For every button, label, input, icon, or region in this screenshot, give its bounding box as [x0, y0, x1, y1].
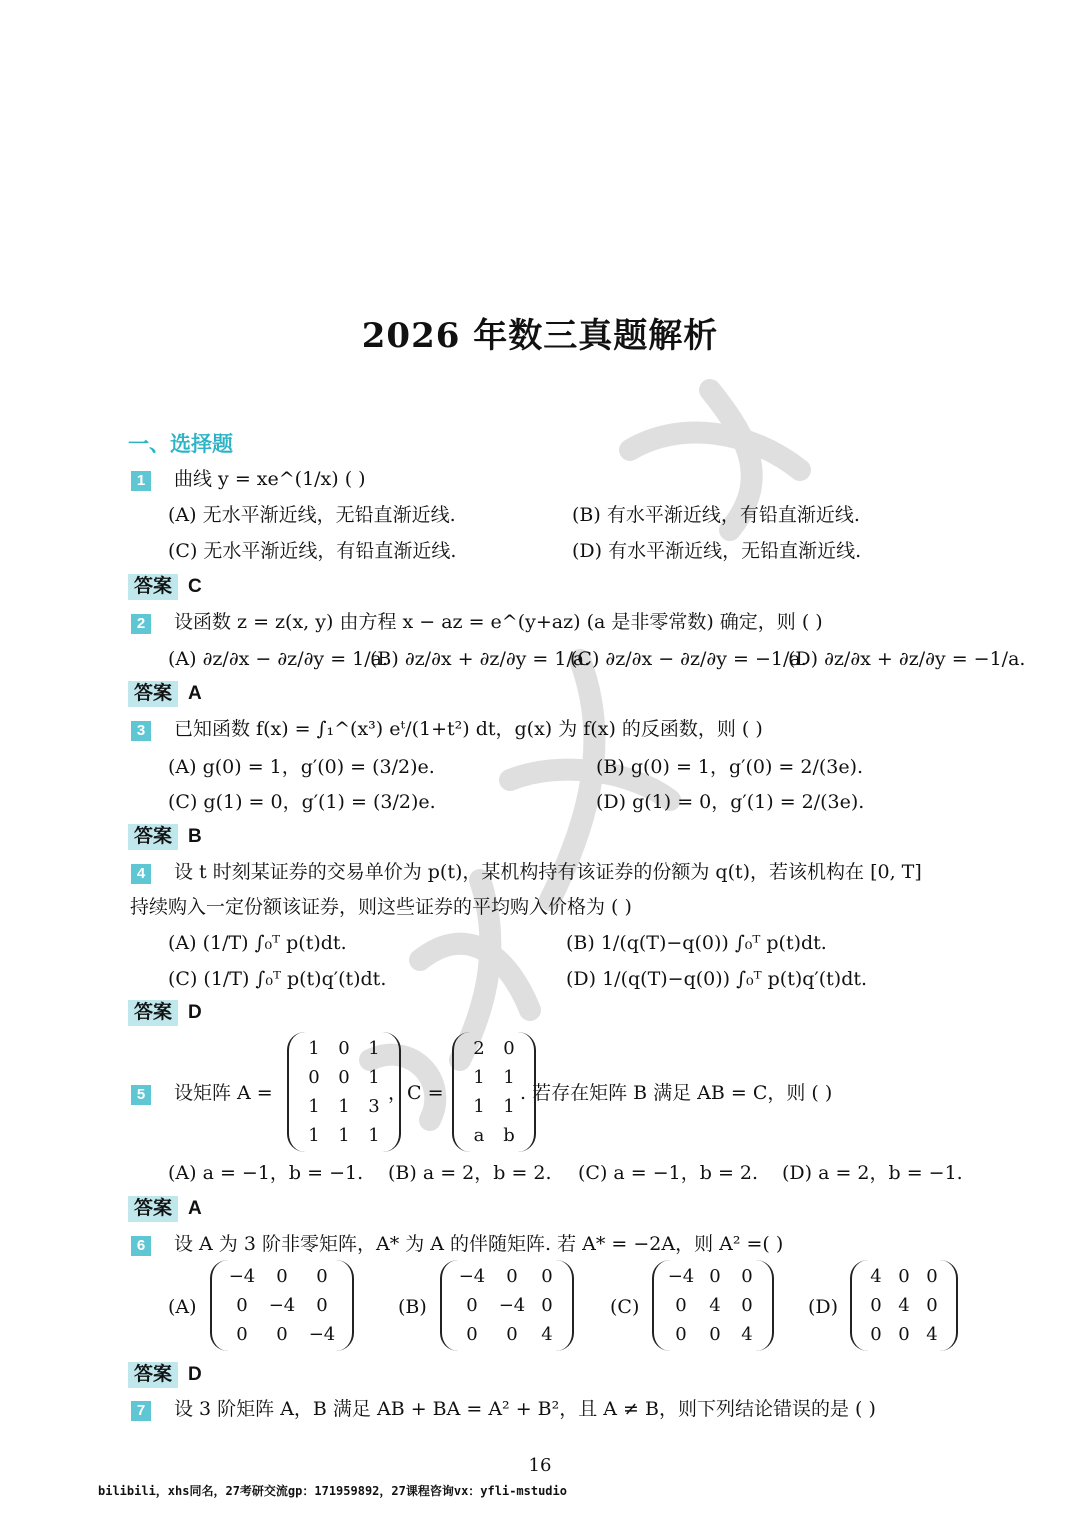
q6-matrix-cell: 0: [741, 1266, 753, 1287]
q6-matrix-cell: −4: [667, 1266, 695, 1287]
q6-matrix-cell: 0: [236, 1324, 248, 1345]
answer-label: 答案: [128, 1000, 178, 1026]
q6-matrix-cell: 4: [541, 1324, 553, 1345]
matrix-a-cell: 0: [338, 1067, 350, 1088]
question-number-1: 1: [131, 471, 151, 491]
q3-answer: B: [188, 826, 202, 847]
matrix-a: [287, 1032, 401, 1152]
q5-option-c: (C) a = −1，b = 2.: [578, 1162, 759, 1184]
q6-matrix-cell: 4: [709, 1295, 721, 1316]
q6-matrix-cell: 0: [898, 1266, 910, 1287]
q4-option-d: (D) 1/(q(T)−q(0)) ∫₀ᵀ p(t)q′(t)dt.: [566, 968, 868, 990]
q5-mid: ，C =: [388, 1082, 444, 1104]
q6-option-d-matrix: [850, 1260, 958, 1351]
q6-matrix-cell: 0: [675, 1324, 687, 1345]
q6-matrix-cell: 0: [276, 1266, 288, 1287]
matrix-a-cell: 3: [368, 1096, 380, 1117]
answer-label: 答案: [128, 574, 178, 600]
q1-option-d: (D) 有水平渐近线，无铅直渐近线.: [572, 540, 862, 562]
q6-option-a-matrix: [210, 1260, 354, 1351]
q6-matrix-cell: 0: [466, 1324, 478, 1345]
q6-matrix-cell: 0: [506, 1266, 518, 1287]
q6-matrix-cell: −4: [498, 1295, 526, 1316]
q6-matrix-cell: 0: [870, 1295, 882, 1316]
q6-matrix-cell: 0: [316, 1295, 328, 1316]
q5-post: . 若存在矩阵 B 满足 AB = C，则 ( ): [520, 1082, 833, 1104]
matrix-a-cell: 1: [368, 1067, 380, 1088]
q4-option-b: (B) 1/(q(T)−q(0)) ∫₀ᵀ p(t)dt.: [566, 932, 827, 954]
q1-stem: 曲线 y = xe^(1/x) ( ): [174, 468, 366, 490]
q6-option-c-matrix: [652, 1260, 774, 1351]
matrix-a-cell: 1: [338, 1096, 350, 1117]
q5-option-d: (D) a = 2，b = −1.: [782, 1162, 963, 1184]
q6-option-b-matrix: [440, 1260, 574, 1351]
q6-matrix-cell: −4: [228, 1266, 256, 1287]
matrix-a-cell: 1: [308, 1125, 320, 1146]
q6-matrix-cell: 0: [741, 1295, 753, 1316]
q6-matrix-cell: 0: [466, 1295, 478, 1316]
q6-matrix-cell: 0: [709, 1266, 721, 1287]
question-number-4: 4: [131, 864, 151, 884]
q6-matrix-cell: −4: [308, 1324, 336, 1345]
page-number: 16: [528, 1455, 552, 1476]
q3-stem: 已知函数 f(x) = ∫₁^(x³) eᵗ/(1+t²) dt，g(x) 为 f(x) 的反函数，则 ( ): [174, 718, 763, 740]
matrix-c-cell: 0: [503, 1038, 515, 1059]
q4-option-c: (C) (1/T) ∫₀ᵀ p(t)q′(t)dt.: [168, 968, 387, 990]
q6-answer: D: [188, 1364, 202, 1385]
matrix-c-cell: 1: [503, 1096, 515, 1117]
q6-matrix-cell: 0: [926, 1266, 938, 1287]
q5-option-a: (A) a = −1，b = −1.: [168, 1162, 364, 1184]
matrix-c-cell: 1: [503, 1067, 515, 1088]
q3-option-d: (D) g(1) = 0，g′(1) = 2/(3e).: [596, 791, 865, 813]
q6-matrix-cell: 0: [675, 1295, 687, 1316]
matrix-a-cell: 0: [308, 1067, 320, 1088]
q4-answer: D: [188, 1002, 202, 1023]
q2-option-b: (B) ∂z/∂x + ∂z/∂y = 1/a.: [370, 648, 591, 670]
matrix-a-cell: 0: [338, 1038, 350, 1059]
q6-matrix-cell: 0: [236, 1295, 248, 1316]
q2-option-d: (D) ∂z/∂x + ∂z/∂y = −1/a.: [788, 648, 1026, 670]
matrix-c-cell: 1: [473, 1096, 485, 1117]
q5-pre: 设矩阵 A =: [174, 1082, 273, 1104]
q6-matrix-cell: 4: [741, 1324, 753, 1345]
q2-stem: 设函数 z = z(x, y) 由方程 x − az = e^(y+az) (a 是非零常数) 确定，则 ( ): [174, 611, 823, 633]
q6-matrix-cell: 0: [898, 1324, 910, 1345]
section-heading: 一、选择题: [128, 431, 233, 456]
q2-option-a: (A) ∂z/∂x − ∂z/∂y = 1/a.: [168, 648, 389, 670]
q6-matrix-cell: −4: [268, 1295, 296, 1316]
q5-answer: A: [188, 1198, 202, 1219]
footer-note: bilibili，xhs同名，27考研交流gp：171959892，27课程咨询vx：yfli-mstudio: [98, 1484, 567, 1498]
q4-option-a: (A) (1/T) ∫₀ᵀ p(t)dt.: [168, 932, 347, 954]
q6-option-b-label: (B): [398, 1296, 427, 1318]
q6-matrix-cell: 0: [709, 1324, 721, 1345]
q6-matrix-cell: 0: [276, 1324, 288, 1345]
matrix-a-cell: 1: [308, 1096, 320, 1117]
matrix-c-cell: b: [503, 1125, 515, 1146]
answer-label: 答案: [128, 824, 178, 850]
question-number-3: 3: [131, 721, 151, 741]
q1-answer: C: [188, 576, 202, 597]
q6-matrix-cell: 4: [870, 1266, 882, 1287]
q6-option-c-label: (C): [610, 1296, 640, 1318]
watermark-calligraphy: [330, 360, 850, 1140]
question-number-2: 2: [131, 614, 151, 634]
q5-option-b: (B) a = 2，b = 2.: [388, 1162, 552, 1184]
answer-label: 答案: [128, 1196, 178, 1222]
matrix-a-cell: 1: [368, 1038, 380, 1059]
q6-matrix-cell: 0: [506, 1324, 518, 1345]
matrix-a-cell: 1: [368, 1125, 380, 1146]
q1-option-c: (C) 无水平渐近线，有铅直渐近线.: [168, 540, 457, 562]
q6-stem: 设 A 为 3 阶非零矩阵，A* 为 A 的伴随矩阵. 若 A* = −2A，则 A² =( ): [174, 1233, 784, 1255]
question-number-5: 5: [131, 1085, 151, 1105]
matrix-a-cell: 1: [338, 1125, 350, 1146]
q6-matrix-cell: 0: [541, 1295, 553, 1316]
matrix-c-cell: 2: [473, 1038, 485, 1059]
q3-option-c: (C) g(1) = 0，g′(1) = (3/2)e.: [168, 791, 436, 813]
q1-option-a: (A) 无水平渐近线，无铅直渐近线.: [168, 504, 456, 526]
q6-matrix-cell: −4: [458, 1266, 486, 1287]
question-number-6: 6: [131, 1236, 151, 1256]
q3-option-b: (B) g(0) = 1，g′(0) = 2/(3e).: [596, 756, 864, 778]
q6-option-d-label: (D): [808, 1296, 839, 1318]
matrix-c-cell: 1: [473, 1067, 485, 1088]
page-title: 2026 年数三真题解析: [361, 316, 719, 356]
q6-option-a-label: (A): [168, 1296, 197, 1318]
q6-matrix-cell: 0: [926, 1295, 938, 1316]
q2-answer: A: [188, 683, 202, 704]
answer-label: 答案: [128, 1362, 178, 1388]
answer-label: 答案: [128, 681, 178, 707]
question-number-7: 7: [131, 1401, 151, 1421]
matrix-a-cell: 1: [308, 1038, 320, 1059]
q2-option-c: (C) ∂z/∂x − ∂z/∂y = −1/a.: [570, 648, 807, 670]
q3-option-a: (A) g(0) = 1，g′(0) = (3/2)e.: [168, 756, 435, 778]
q4-stem-line1: 设 t 时刻某证券的交易单价为 p(t)，某机构持有该证券的份额为 q(t)，若该机构在 [0, T]: [174, 861, 922, 883]
q6-matrix-cell: 0: [541, 1266, 553, 1287]
matrix-c-cell: a: [473, 1125, 485, 1146]
q1-option-b: (B) 有水平渐近线，有铅直渐近线.: [572, 504, 860, 526]
q6-matrix-cell: 4: [926, 1324, 938, 1345]
q7-stem: 设 3 阶矩阵 A，B 满足 AB + BA = A² + B²，且 A ≠ B，则下列结论错误的是 ( ): [174, 1398, 876, 1420]
q6-matrix-cell: 0: [316, 1266, 328, 1287]
q6-matrix-cell: 0: [870, 1324, 882, 1345]
q4-stem-line2: 持续购入一定份额该证券，则这些证券的平均购入价格为 ( ): [130, 896, 632, 918]
q6-matrix-cell: 4: [898, 1295, 910, 1316]
